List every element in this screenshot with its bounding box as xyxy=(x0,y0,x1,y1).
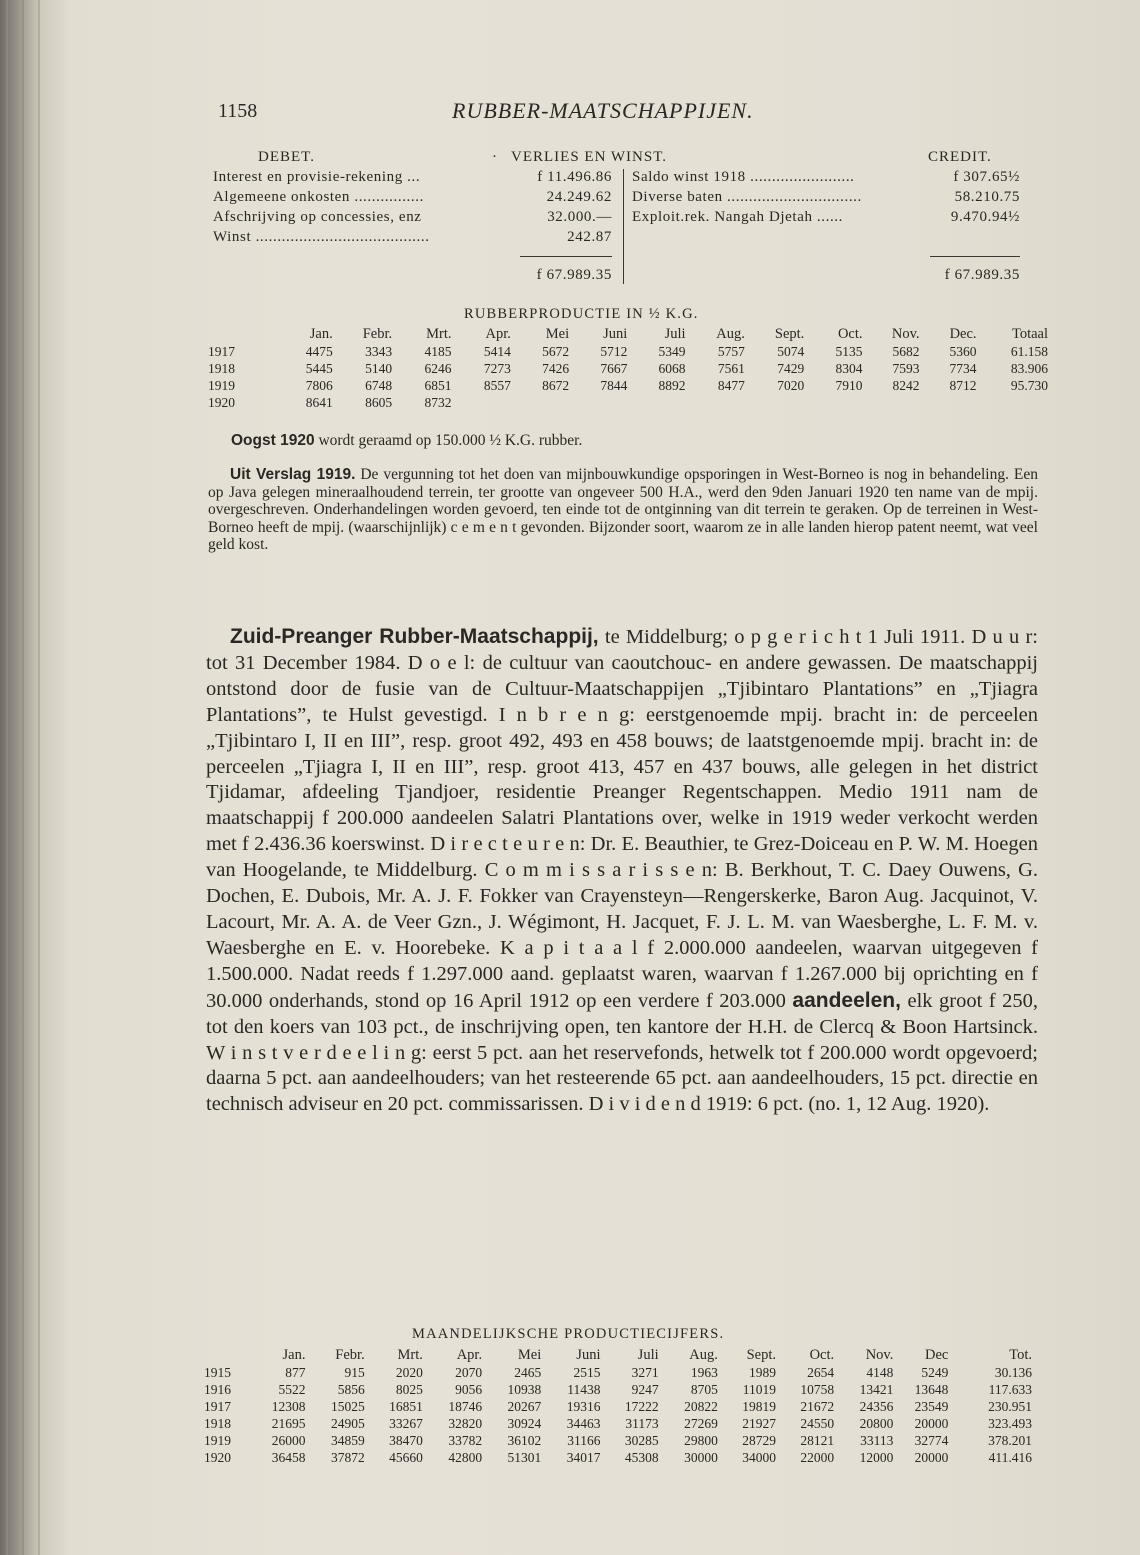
table-cell: 17222 xyxy=(624,1399,659,1414)
table-cell: 20000 xyxy=(914,1416,949,1431)
company-paragraph xyxy=(206,624,1038,1118)
table-cell: 6851 xyxy=(424,378,452,393)
table-cell: 95.730 xyxy=(1010,378,1048,393)
table-cell: 7844 xyxy=(600,378,628,393)
table-cell: 28121 xyxy=(800,1433,835,1448)
table-cell: 5074 xyxy=(777,344,805,359)
column-header: Dec xyxy=(924,1347,949,1363)
table-cell: 11438 xyxy=(567,1382,601,1397)
table-cell: 9247 xyxy=(631,1382,659,1397)
column-header: Jan. xyxy=(309,326,333,342)
table-row xyxy=(204,1449,1032,1466)
table-cell: 45660 xyxy=(389,1450,423,1465)
table-cell: 2465 xyxy=(514,1365,542,1380)
table-row xyxy=(208,360,1048,377)
table-cell: 117.633 xyxy=(988,1382,1032,1397)
debit-total-rule xyxy=(520,256,612,257)
company-name: Zuid-Preanger Rubber-Maatschappij, xyxy=(230,625,599,648)
table-cell: 34017 xyxy=(566,1450,601,1465)
table-cell: 51301 xyxy=(507,1450,542,1465)
table-cell: 37872 xyxy=(330,1450,365,1465)
table-cell: 5712 xyxy=(600,344,628,359)
running-title: RUBBER-MAATSCHAPPIJEN. xyxy=(452,98,754,123)
table-cell: 22000 xyxy=(800,1450,835,1465)
column-header: Mrt. xyxy=(397,1347,423,1363)
table-cell: 8732 xyxy=(424,395,452,410)
row-year: 1919 xyxy=(204,1433,231,1448)
column-header: Totaal xyxy=(1011,326,1048,342)
table-cell: 7910 xyxy=(835,378,863,393)
monthly-production-title: MAANDELIJKSCHE PRODUCTIECIJFERS. xyxy=(412,1326,725,1342)
table-cell: 21695 xyxy=(271,1416,306,1431)
table-cell: 7734 xyxy=(949,361,977,376)
debit-row-amount: 242.87 xyxy=(567,229,612,245)
table-cell: 2654 xyxy=(807,1365,835,1380)
table-cell: 45308 xyxy=(624,1450,659,1465)
table-cell: 42800 xyxy=(448,1450,483,1465)
row-year: 1917 xyxy=(208,344,235,359)
column-header: Jan. xyxy=(282,1347,306,1363)
column-header: Febr. xyxy=(362,326,393,342)
table-cell: 7426 xyxy=(542,361,570,376)
table-cell xyxy=(920,394,977,411)
column-header: Sept. xyxy=(774,326,805,342)
table-cell: 7667 xyxy=(600,361,628,376)
table-cell: 36458 xyxy=(271,1450,306,1465)
credit-total-rule xyxy=(930,256,1020,257)
table-cell: 7561 xyxy=(717,361,745,376)
table-cell: 20267 xyxy=(507,1399,542,1414)
table-row xyxy=(208,394,1048,411)
table-header-row xyxy=(204,1347,1032,1364)
debit-row-amount: f 11.496.86 xyxy=(537,169,612,185)
table-cell xyxy=(452,394,511,411)
table-cell: 24550 xyxy=(800,1416,835,1431)
page-edge xyxy=(38,0,40,1555)
company-bold-word: aandeelen, xyxy=(792,988,901,1012)
table-cell xyxy=(627,394,685,411)
table-cell xyxy=(745,394,804,411)
table-cell xyxy=(804,394,862,411)
debit-row-amount: 32.000.— xyxy=(547,209,612,225)
table-cell: 20822 xyxy=(684,1399,718,1414)
debit-label: DEBET. xyxy=(258,149,315,165)
row-year: 1915 xyxy=(204,1365,231,1380)
table-row xyxy=(208,377,1048,394)
table-cell: 1989 xyxy=(748,1365,776,1380)
column-header: Sept. xyxy=(746,1347,776,1363)
table-cell: 38470 xyxy=(389,1433,423,1448)
debit-row-label: Winst ........................................ xyxy=(213,229,430,245)
table-cell: 1963 xyxy=(690,1365,718,1380)
table-cell: 30000 xyxy=(684,1450,718,1465)
table-row xyxy=(208,343,1048,360)
table-cell: 2020 xyxy=(395,1365,423,1380)
table-row xyxy=(204,1432,1032,1449)
table-cell: 5360 xyxy=(949,344,977,359)
debit-row-label: Interest en provisie-rekening ... xyxy=(213,169,421,185)
table-cell: 31173 xyxy=(625,1416,659,1431)
table-cell: 13421 xyxy=(859,1382,894,1397)
table-row xyxy=(204,1398,1032,1415)
table-cell: 8672 xyxy=(542,378,570,393)
harvest-note-lead: Oogst 1920 xyxy=(231,432,315,449)
table-cell xyxy=(511,394,569,411)
column-header: Juli xyxy=(637,1347,659,1363)
table-cell: 21927 xyxy=(742,1416,776,1431)
column-header: Oct. xyxy=(809,1347,835,1363)
page-edge xyxy=(22,0,24,1555)
table-cell: 7806 xyxy=(305,378,333,393)
table-cell: 5856 xyxy=(337,1382,365,1397)
table-cell: 323.493 xyxy=(988,1416,1032,1431)
table-cell: 29800 xyxy=(684,1433,718,1448)
rubber-production-title: RUBBERPRODUCTIE IN ½ K.G. xyxy=(464,306,699,322)
table-cell: 7429 xyxy=(777,361,805,376)
table-cell: 2070 xyxy=(455,1365,483,1380)
rubber-production-table xyxy=(208,326,1048,411)
column-header: Oct. xyxy=(837,326,863,342)
table-row xyxy=(204,1364,1032,1381)
column-header: Nov. xyxy=(865,1347,894,1363)
monthly-production-table xyxy=(204,1347,1032,1466)
table-cell: 9056 xyxy=(455,1382,483,1397)
row-year: 1917 xyxy=(204,1399,231,1414)
table-cell: 8712 xyxy=(949,378,977,393)
header-cell-blank xyxy=(204,1347,242,1364)
table-cell: 8025 xyxy=(395,1382,423,1397)
page-number: 1158 xyxy=(218,100,258,122)
table-cell: 8892 xyxy=(658,378,686,393)
table-cell: 33267 xyxy=(389,1416,423,1431)
table-cell: 411.416 xyxy=(988,1450,1032,1465)
table-cell: 5249 xyxy=(921,1365,949,1380)
table-cell: 20000 xyxy=(914,1450,949,1465)
harvest-note xyxy=(231,432,582,450)
page-edge xyxy=(6,0,8,1555)
credit-total: f 67.989.35 xyxy=(944,267,1020,283)
table-cell: 10758 xyxy=(800,1382,835,1397)
table-row xyxy=(204,1381,1032,1398)
table-cell: 27269 xyxy=(684,1416,718,1431)
table-cell: 7020 xyxy=(777,378,805,393)
company-text-1: te Middelburg; o p g e r i c h t 1 Juli 1911. D u u r: tot 31 December 1984. D o e l: de cultuur van caoutchouc- en andere gewassen. De maatschappij ontstond door de fusie van de Cultuur-Maatschappijen „Tjibintaro Plantations” en „Tjiagra Plantations”, te Hulst gevestigd. I n b r e n g: eerstgenoemde mpij. bracht in: de perceelen „Tjibintaro I, II en III”, resp. groot 492, 493 en 458 bouws; de laatstgenoemde mpij. bracht in: de perceelen „Tjiagra I, II en III”, resp. groot 413, 457 en 437 bouws, alle gelegen in het district Tjidamar, afdeeling Tjandjoer, residentie Preanger Regentschappen. Medio 1911 nam de maatschappij f 200.000 aandeelen Salatri Plantations over, welke in 1919 weder verkocht werden met f 2.436.36 koerswinst. D i r e c t e u r e n: Dr. E. Beauthier, te Grez-Doiceau en P. W. M. Hoegen van Hoogelande, te Middelburg. C o m m i s s a r i s s e n: B. Berkhout, T. C. Daey Ouwens, G. Dochen, E. Dubois, Mr. A. J. F. Fokker van Crayensteyn—Rengerskerke, Baron Aug. Jacquinot, V. Lacourt, Mr. A. A. de Veer Gzn., J. Wégimont, H. Jacquet, F. J. L. M. van Waesberghe, L. F. M. v. Waesberghe en E. v. Hoorebeke. K a p i t a a l f 2.000.000 aandeelen, waarvan uitgegeven f 1.500.000. Nadat reeds f 1.297.000 aand. geplaatst waren, waarvan f 1.267.000 bij oprichting en f 30.000 onderhands, stond op 16 April 1912 op een verdere f 203.000 xyxy=(206,626,1038,1012)
column-header: Juni xyxy=(603,326,628,342)
table-cell: 4475 xyxy=(305,344,333,359)
table-cell: 16851 xyxy=(389,1399,423,1414)
table-cell: 2515 xyxy=(573,1365,601,1380)
header-cell-blank xyxy=(208,326,256,343)
table-cell: 10938 xyxy=(507,1382,542,1397)
table-cell: 877 xyxy=(285,1365,306,1380)
column-header: Mei xyxy=(517,1347,542,1363)
table-cell: 5414 xyxy=(483,344,511,359)
table-cell: 24356 xyxy=(859,1399,894,1414)
table-cell: 31166 xyxy=(567,1433,601,1448)
pl-divider xyxy=(623,169,624,284)
table-cell: 18746 xyxy=(448,1399,483,1414)
table-cell: 8705 xyxy=(690,1382,718,1397)
column-header: Mrt. xyxy=(426,326,452,342)
row-year: 1919 xyxy=(208,378,235,393)
table-cell: 5349 xyxy=(658,344,686,359)
table-cell: 83.906 xyxy=(1010,361,1048,376)
table-cell: 32774 xyxy=(914,1433,949,1448)
column-header: Dec. xyxy=(949,326,977,342)
credit-row-label: Exploit.rek. Nangah Djetah ...... xyxy=(632,209,843,225)
column-header: Aug. xyxy=(689,1347,718,1363)
table-cell: 12308 xyxy=(271,1399,306,1414)
debit-row-label: Afschrijving op concessies, enz xyxy=(213,209,422,225)
table-cell: 5682 xyxy=(892,344,920,359)
table-cell: 34463 xyxy=(566,1416,601,1431)
table-cell: 378.201 xyxy=(988,1433,1032,1448)
table-cell: 230.951 xyxy=(988,1399,1032,1414)
table-cell: 4185 xyxy=(424,344,452,359)
column-header: Aug. xyxy=(716,326,745,342)
row-year: 1918 xyxy=(204,1416,231,1431)
table-cell: 6246 xyxy=(424,361,452,376)
table-cell: 24905 xyxy=(330,1416,365,1431)
table-cell: 3343 xyxy=(365,344,393,359)
table-cell: 61.158 xyxy=(1010,344,1048,359)
table-cell: 36102 xyxy=(507,1433,542,1448)
table-cell: 8477 xyxy=(717,378,745,393)
table-cell: 5672 xyxy=(542,344,570,359)
credit-row-label: Saldo winst 1918 ........................ xyxy=(632,169,855,185)
table-cell xyxy=(569,394,627,411)
table-header-row xyxy=(208,326,1048,343)
table-cell: 15025 xyxy=(330,1399,365,1414)
table-cell: 32820 xyxy=(448,1416,483,1431)
debit-row-label: Algemeene onkosten ................ xyxy=(213,189,424,205)
table-cell: 21672 xyxy=(800,1399,835,1414)
pl-title-dot: · xyxy=(492,149,498,165)
pl-title: VERLIES EN WINST. xyxy=(511,149,668,165)
table-cell: 34000 xyxy=(742,1450,776,1465)
credit-label: CREDIT. xyxy=(928,149,992,165)
table-cell: 13648 xyxy=(914,1382,949,1397)
column-header: Mei xyxy=(545,326,570,342)
table-cell xyxy=(863,394,920,411)
table-cell: 11019 xyxy=(742,1382,776,1397)
table-cell: 28729 xyxy=(742,1433,776,1448)
table-cell: 34859 xyxy=(330,1433,365,1448)
report-lead: Uit Verslag 1919. xyxy=(230,466,356,483)
column-header: Febr. xyxy=(335,1347,365,1363)
table-cell xyxy=(977,394,1048,411)
table-cell: 6748 xyxy=(365,378,393,393)
column-header: Apr. xyxy=(456,1347,483,1363)
column-header: Tot. xyxy=(1009,1347,1032,1363)
table-cell: 8304 xyxy=(835,361,863,376)
table-cell: 26000 xyxy=(271,1433,306,1448)
company-text-2: elk groot f 250, tot den koers van 103 pct., de inschrijving open, ten kantore der H.H. de Clercq & Boon Hartsinck. W i n s t v e r d e e l i n g: eerst 5 pct. aan het reservefonds, hetwelk tot f 200.000 wordt opgevoerd; daarna 5 pct. aan aandeelhouders; van het resteerende 65 pct. aan aandeelhouders, 15 pct. directie en technisch adviseur en 20 pct. commissarissen. D i v i d e n d 1919: 6 pct. (no. 1, 12 Aug. 1920). xyxy=(206,989,1038,1116)
table-cell: 8605 xyxy=(365,395,393,410)
debit-row-amount: 24.249.62 xyxy=(546,189,612,205)
column-header: Juni xyxy=(576,1347,601,1363)
table-cell xyxy=(686,394,745,411)
column-header: Juli xyxy=(664,326,686,342)
table-cell: 8641 xyxy=(305,395,333,410)
table-cell: 8557 xyxy=(483,378,511,393)
table-cell: 19819 xyxy=(742,1399,776,1414)
table-cell: 5445 xyxy=(305,361,333,376)
table-cell: 7273 xyxy=(483,361,511,376)
row-year: 1920 xyxy=(204,1450,231,1465)
row-year: 1918 xyxy=(208,361,235,376)
table-cell: 30924 xyxy=(507,1416,542,1431)
report-paragraph xyxy=(208,466,1038,554)
column-header: Nov. xyxy=(891,326,920,342)
credit-row-amount: 58.210.75 xyxy=(954,189,1020,205)
harvest-note-text: wordt geraamd op 150.000 ½ K.G. rubber. xyxy=(318,432,583,449)
table-cell: 30.136 xyxy=(994,1365,1032,1380)
table-row xyxy=(204,1415,1032,1432)
table-cell: 5140 xyxy=(365,361,393,376)
report-text: De vergunning tot het doen van mijnbouwkundige opsporingen in West-Borneo is nog in behandeling. Een op Java gelegen mineraalhoudend terrein, ter grootte van ongeveer 500 H.A., werd den 9den Januari 1920 ten name van de mpij. overgeschreven. Onderhandelingen worden gevoerd, ten einde tot de ontginning van dit terrein te geraken. Op de terreinen in West-Borneo heeft de mpij. (waarschijnlijk) c e m e n t gevonden. Bijzonder soort, waarom ze in alle landen hierop patent neemt, wat veel geld kost. xyxy=(208,466,1039,553)
table-cell: 19316 xyxy=(566,1399,601,1414)
table-cell: 915 xyxy=(344,1365,365,1380)
table-cell: 5522 xyxy=(278,1382,306,1397)
row-year: 1916 xyxy=(204,1382,231,1397)
table-cell: 5757 xyxy=(717,344,745,359)
credit-row-amount: f 307.65½ xyxy=(953,169,1020,185)
table-cell: 33113 xyxy=(860,1433,894,1448)
credit-row-label: Diverse baten ............................... xyxy=(632,189,862,205)
column-header: Apr. xyxy=(485,326,511,342)
table-cell: 5135 xyxy=(835,344,863,359)
table-cell: 4148 xyxy=(866,1365,894,1380)
table-cell: 12000 xyxy=(859,1450,894,1465)
table-cell: 23549 xyxy=(914,1399,949,1414)
debit-total: f 67.989.35 xyxy=(536,267,612,283)
table-cell: 3271 xyxy=(631,1365,659,1380)
row-year: 1920 xyxy=(208,395,235,410)
credit-row-amount: 9.470.94½ xyxy=(950,209,1020,225)
table-cell: 6068 xyxy=(658,361,686,376)
table-cell: 33782 xyxy=(448,1433,483,1448)
table-cell: 20800 xyxy=(859,1416,894,1431)
table-cell: 8242 xyxy=(892,378,920,393)
table-cell: 7593 xyxy=(892,361,920,376)
table-cell: 30285 xyxy=(624,1433,659,1448)
